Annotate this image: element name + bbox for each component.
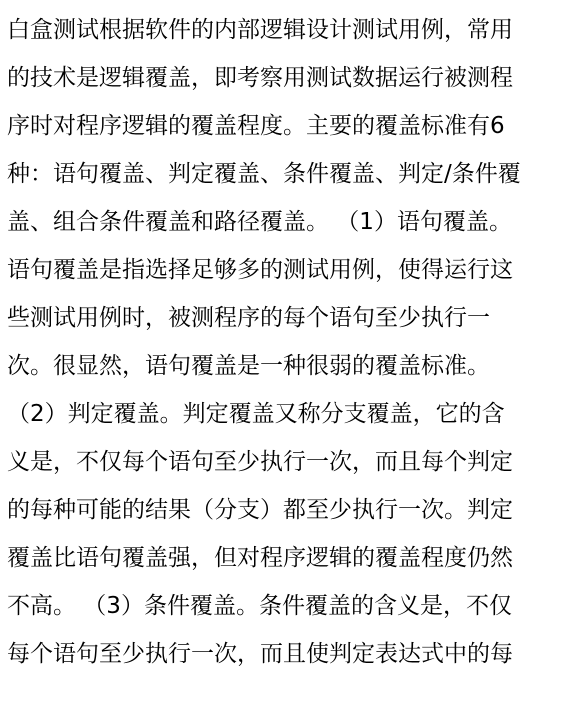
text-line: 盖、组合条件覆盖和路径覆盖。 （1）语句覆盖。 (7, 209, 512, 235)
text-line: 每个语句至少执行一次，而且使判定表达式中的每 (7, 641, 513, 667)
text-line: 不高。 （3）条件覆盖。条件覆盖的含义是，不仅 (7, 593, 512, 619)
text-line: 次。很显然，语句覆盖是一种很弱的覆盖标准。 (7, 353, 490, 379)
text-line: 的每种可能的结果（分支）都至少执行一次。判定 (7, 497, 513, 523)
text-line: 种：语句覆盖、判定覆盖、条件覆盖、判定/条件覆 (7, 161, 521, 187)
text-line: 语句覆盖是指选择足够多的测试用例，使得运行这 (7, 257, 513, 283)
text-line: 覆盖比语句覆盖强，但对程序逻辑的覆盖程度仍然 (7, 545, 513, 571)
text-line: 些测试用例时，被测程序的每个语句至少执行一 (7, 305, 490, 331)
text-line: 白盒测试根据软件的内部逻辑设计测试用例，常用 (7, 17, 513, 43)
text-line: 序时对程序逻辑的覆盖程度。主要的覆盖标准有6 (7, 113, 505, 139)
document-text (7, 6, 571, 678)
text-line: （2）判定覆盖。判定覆盖又称分支覆盖，它的含 (7, 401, 505, 427)
text-line: 的技术是逻辑覆盖，即考察用测试数据运行被测程 (7, 65, 513, 91)
text-line: 义是，不仅每个语句至少执行一次，而且每个判定 (7, 449, 513, 475)
